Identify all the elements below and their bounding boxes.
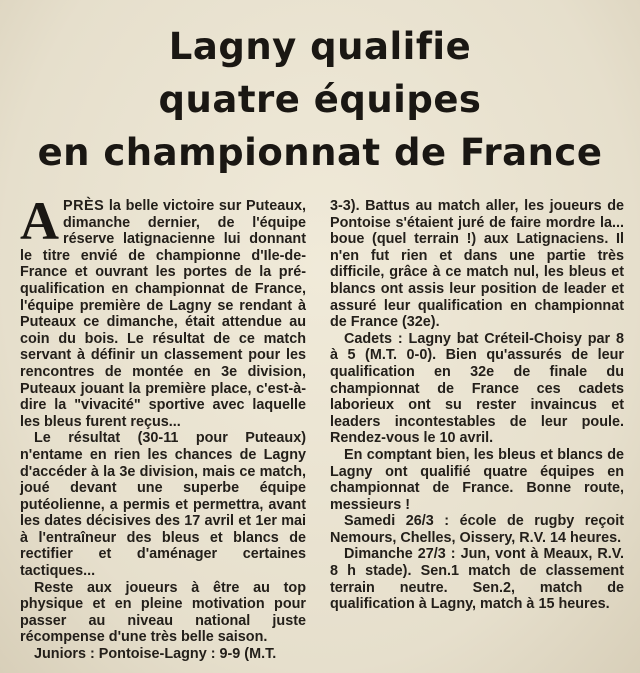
paragraph-intro — [20, 191, 306, 430]
paragraph-juniors-start: Juniors : Pontoise-Lagny : 9-9 (M.T. — [34, 646, 277, 663]
paragraph-juniors-continued: 3-3). Battus au match aller, les joueurs de Pontoise s'étaient juré de faire mordre la... boue (quel terrain !) aux Latignaciens. Il n'en fut rien et dans une partie très difficile, grâce à ce match nul, les bleus et blancs ont assis leur position de leader et assuré leur qualification en championnat de France (32e). — [330, 198, 624, 331]
headline-line-2: quatre équipes — [158, 78, 482, 121]
paragraph-summary: En comptant bien, les bleus et blancs de Lagny ont qualifié quatre équipes en championnat de France. Bonne route, messieurs ! — [330, 446, 624, 513]
paragraph-intro-text: la belle victoire sur Puteaux, dimanche dernier, de l'équipe réserve latignacienne lui donnant le titre envié de championne d'Ile-de-France et ouvrant les portes de la pré-qualification en championnat de France, l'équipe première de Lagny se rendant à Puteaux ce dimanche, était attendue au coin du bois. Le résultat de ce match servant à définir un classement pour les rencontres de montée en 3e division, Puteaux jouant la première place, c'est-à-dire la "vivacité" sportive avec laquelle les bleus furent reçus... — [20, 198, 306, 430]
lead-caps: PRÈS — [63, 198, 105, 214]
drop-cap: A — [20, 191, 59, 251]
paragraph-result: Le résultat (30-11 pour Puteaux) n'entame en rien les chances de Lagny d'accéder à la 3e division, mais ce match, joué devant une superbe équipe putéolienne, a permis et permettra, avant les dates décisives des 17 avril et 1er mai à l'entraîneur des bleus et blancs de rectifier et d'aménager certaines tactiques... — [20, 430, 306, 580]
article-column-left — [20, 191, 306, 663]
paragraph-sunday: Dimanche 27/3 : Jun, vont à Meaux, R.V. 8 h stade). Sen.1 match de classement terrain neutre. Sen.2, match de qualification à Lagny, match à 15 heures. — [330, 546, 624, 613]
paragraph-cadets: Cadets : Lagny bat Créteil-Choisy par 8 à 5 (M.T. 0-0). Bien qu'assurés de leur qualification en 32e de finale du championnat de France ces cadets laborieux ont su rester invaincus et leaders incontestables de leur poule. Rendez-vous le 10 avril. — [330, 330, 624, 447]
headline-line-1: Lagny qualifie — [168, 25, 472, 68]
paragraph-motivation: Reste aux joueurs à être au top physique et en pleine motivation pour passer au niveau national juste récompense d'une très belle saison. — [20, 579, 306, 646]
headline — [10, 20, 630, 179]
headline-line-3: en championnat de France — [37, 131, 603, 174]
article-column-right — [330, 198, 624, 613]
paragraph-saturday: Samedi 26/3 : école de rugby reçoit Nemours, Chelles, Oissery, R.V. 14 heures. — [330, 513, 624, 546]
